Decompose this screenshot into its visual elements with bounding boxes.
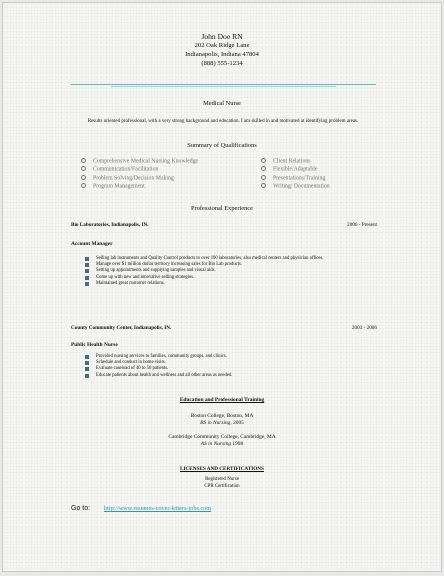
resume-page — [2, 2, 442, 572]
degree-line: AS in Nursing 1998 — [200, 441, 244, 448]
list-item: Manage over $1 million dollar territory increasing sales for Bio Lab products. — [85, 262, 375, 268]
school-name: Cambridge Community College, Cambridge, MA — [168, 434, 276, 440]
circle-bullet-icon — [261, 166, 266, 171]
job-position: Public Health Nurse — [71, 342, 118, 348]
square-bullet-icon — [85, 355, 89, 359]
circle-bullet-icon — [81, 175, 86, 180]
license-item: Registered Nurse — [205, 477, 239, 482]
list-item: Come up with new and innovative selling strategies. — [85, 275, 375, 281]
circle-bullet-icon — [261, 175, 266, 180]
qualification-item: Writing/ Documentation — [261, 183, 330, 191]
footer-goto — [71, 505, 211, 512]
list-item: Setting up appointments and supplying samples and visual aids. — [85, 268, 375, 274]
circle-bullet-icon — [81, 166, 86, 171]
list-item: Schedule and conduct in home visits. — [85, 360, 375, 366]
qualifications-right-column — [261, 158, 330, 192]
square-bullet-icon — [85, 361, 89, 365]
qualifications-left-column — [81, 158, 198, 192]
circle-bullet-icon — [261, 158, 266, 163]
website-link[interactable]: http://www.resumes-cover-letters-jobs.com — [104, 505, 212, 512]
square-bullet-icon — [85, 282, 89, 286]
street-address: 202 Oak Ridge Lane — [194, 42, 250, 49]
degree-line: BS in Nursing, 2005 — [200, 420, 244, 427]
license-item: CPR Certification — [204, 483, 240, 489]
circle-bullet-icon — [261, 183, 266, 188]
qualification-item: Presentations/Training — [261, 175, 330, 183]
goto-label: Go to: — [71, 505, 91, 512]
degree-name: BS in Nursing — [200, 420, 231, 427]
phone-number: (888) 555-1234 — [201, 60, 243, 67]
candidate-name: John Doe RN — [201, 32, 243, 41]
qualification-item: Client Relations — [261, 158, 330, 166]
job-employer: County Community Center, Indianapolis, IN. — [71, 325, 172, 331]
licenses-list — [3, 477, 441, 491]
resume-header — [3, 32, 441, 68]
qualification-item: Problem Solving/Decision Making — [81, 175, 198, 183]
school-name: Boston College, Boston, MA — [190, 413, 254, 419]
job-duties-list — [85, 354, 375, 379]
qualification-item: Communication/Facilitation — [81, 166, 198, 174]
square-bullet-icon — [85, 263, 89, 267]
education-entry — [3, 434, 441, 448]
list-item: Selling lab instruments and Quality Control products to over 100 laboratories, also medical centers and physician offices. — [85, 256, 375, 262]
education-heading: Education and Professional Training — [179, 397, 265, 403]
degree-name: AS in Nursing — [200, 441, 232, 448]
header-divider-secondary — [111, 86, 336, 87]
job-position: Account Manager — [71, 241, 113, 247]
job-dates: 2006 - Present — [347, 222, 377, 228]
header-divider — [71, 84, 376, 85]
square-bullet-icon — [85, 374, 89, 378]
square-bullet-icon — [85, 257, 89, 261]
summary-text: Results oriented professional, with a very strong background and education. I am skilled in and motivated at identifying problem areas. — [87, 119, 359, 124]
objective-title: Medical Nurse — [203, 100, 241, 107]
job-dates: 2003 - 2006 — [351, 325, 377, 331]
city-state-zip: Indianapolis, Indiana 47804 — [185, 51, 259, 58]
list-item: Maintained great customer relations. — [85, 281, 375, 287]
qualification-item: Comprehensive Medical Nursing Knowledge — [81, 158, 198, 166]
qualification-item: Program Management — [81, 183, 198, 191]
licenses-heading: LICENSES AND CERTIFICATIONS — [180, 466, 264, 472]
qualifications-heading: Summary of Qualifications — [187, 142, 257, 149]
circle-bullet-icon — [81, 183, 86, 188]
circle-bullet-icon — [81, 158, 86, 163]
qualification-item: Flexible/Adaptable — [261, 166, 330, 174]
list-item: Educate patients about health and wellness and all other areas as needed. — [85, 373, 375, 379]
list-item: Evaluate caseload of 40 to 50 patients. — [85, 366, 375, 372]
job-duties-list — [85, 256, 375, 287]
education-entry — [3, 413, 441, 427]
job-employer: Bio Laboratories, Indianapolis, IN. — [71, 222, 149, 228]
square-bullet-icon — [85, 269, 89, 273]
square-bullet-icon — [85, 367, 89, 371]
list-item: Provided nursing services to families, community groups, and clinics. — [85, 354, 375, 360]
square-bullet-icon — [85, 276, 89, 280]
experience-heading: Professional Experience — [191, 205, 253, 212]
